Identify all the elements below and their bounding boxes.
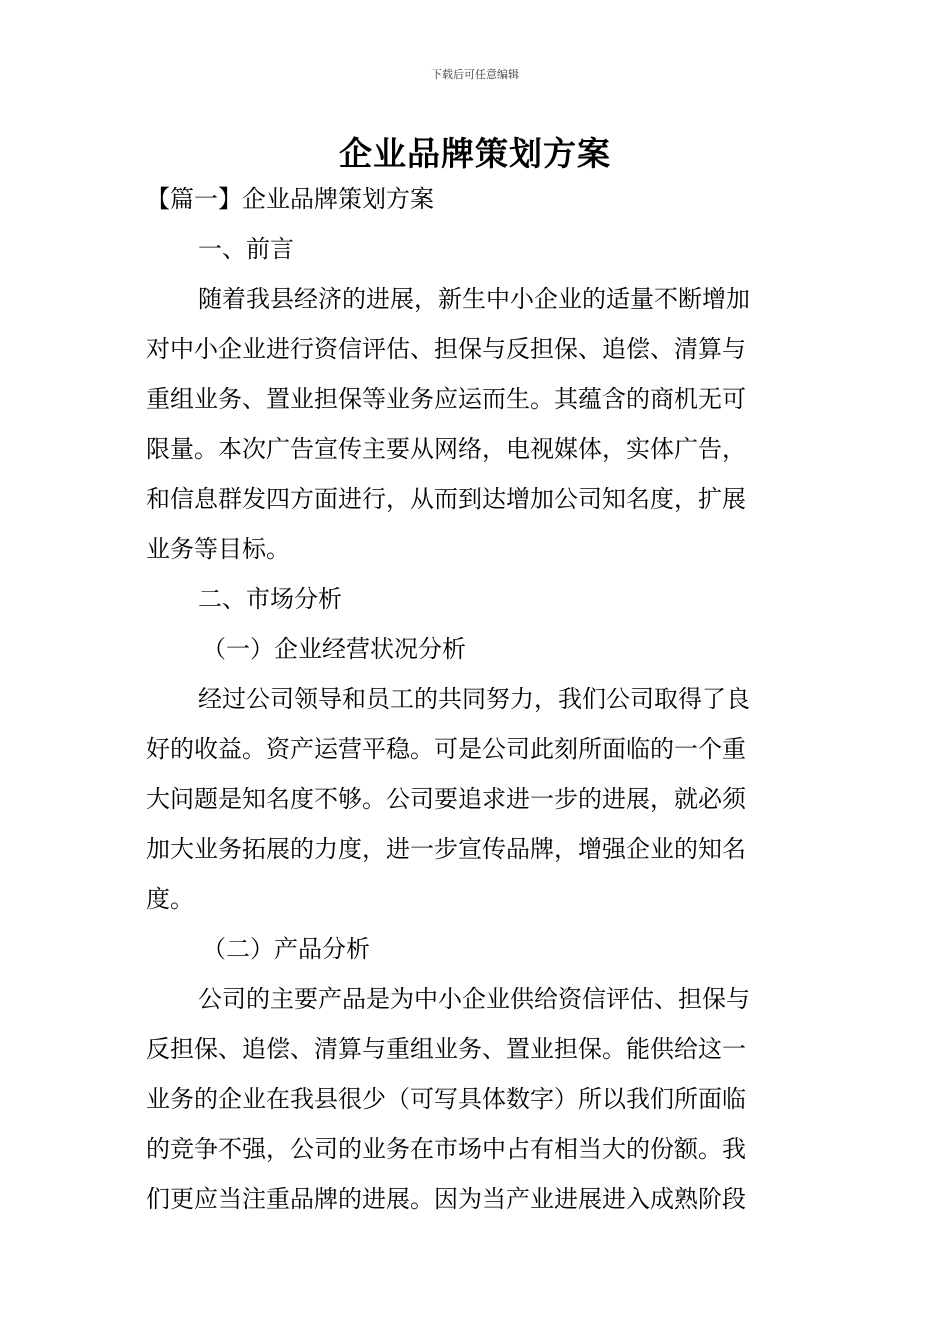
page-header-note: 下载后可任意编辑 bbox=[431, 68, 519, 81]
paragraph-line: 重组业务、置业担保等业务应运而生。其蕴含的商机无可 bbox=[146, 385, 746, 413]
paragraph-line: 公司的主要产品是为中小企业供给资信评估、担保与 bbox=[198, 985, 750, 1013]
paragraph-line: 度。 bbox=[146, 885, 194, 913]
paragraph-line: 们更应当注重品牌的进展。因为当产业进展进入成熟阶段 bbox=[146, 1185, 746, 1213]
paragraph-line: 反担保、追偿、清算与重组业务、置业担保。能供给这一 bbox=[146, 1035, 746, 1063]
paragraph-line: 限量。本次广告宣传主要从网络，电视媒体，实体广告， bbox=[146, 435, 746, 463]
paragraph-line: 业务等目标。 bbox=[146, 535, 290, 563]
section-heading-market-analysis: 二、市场分析 bbox=[198, 585, 342, 613]
paragraph-line: 大问题是知名度不够。公司要追求进一步的进展，就必须 bbox=[146, 785, 746, 813]
subsection-heading-product-analysis: （二）产品分析 bbox=[202, 935, 370, 963]
paragraph-line: 经过公司领导和员工的共同努力，我们公司取得了良 bbox=[198, 685, 750, 713]
section-heading-part-one: 【篇一】企业品牌策划方案 bbox=[146, 185, 434, 213]
document-title: 企业品牌策划方案 bbox=[339, 134, 611, 173]
paragraph-line: 的竞争不强，公司的业务在市场中占有相当大的份额。我 bbox=[146, 1135, 746, 1163]
paragraph-line: 随着我县经济的进展，新生中小企业的适量不断增加 bbox=[198, 285, 750, 313]
paragraph-line: 业务的企业在我县很少（可写具体数字）所以我们所面临 bbox=[146, 1085, 746, 1113]
subsection-heading-business-status: （一）企业经营状况分析 bbox=[202, 635, 466, 663]
paragraph-line: 和信息群发四方面进行，从而到达增加公司知名度，扩展 bbox=[146, 485, 746, 513]
paragraph-line: 好的收益。资产运营平稳。可是公司此刻所面临的一个重 bbox=[146, 735, 746, 763]
document-body bbox=[146, 174, 816, 1224]
paragraph-line: 加大业务拓展的力度，进一步宣传品牌，增强企业的知名 bbox=[146, 835, 746, 863]
paragraph-line: 对中小企业进行资信评估、担保与反担保、追偿、清算与 bbox=[146, 335, 746, 363]
section-heading-preface: 一、前言 bbox=[198, 235, 294, 263]
